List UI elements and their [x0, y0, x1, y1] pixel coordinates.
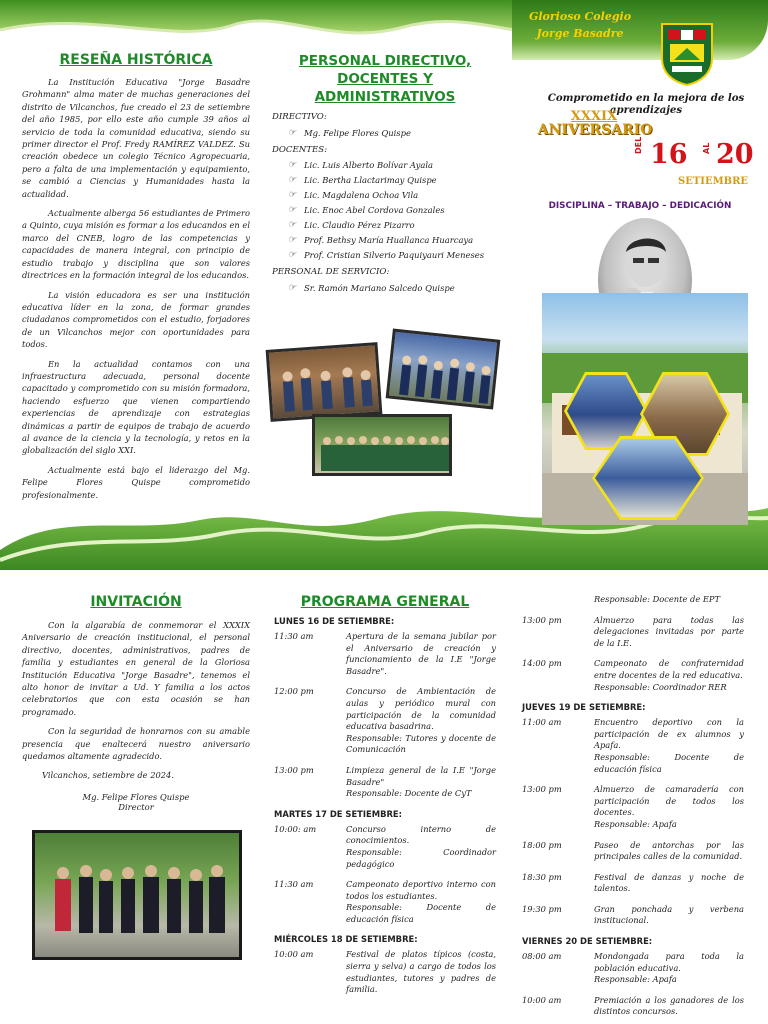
- servicio-list: [288, 281, 498, 296]
- schedule-time: [522, 594, 594, 606]
- schedule-time: 08:00 am: [522, 951, 562, 962]
- schedule-description: [594, 784, 744, 830]
- school-script-name: [520, 8, 640, 42]
- school-activity-photo: [266, 342, 383, 422]
- schedule-row: [522, 717, 744, 775]
- schedule-description: [594, 951, 744, 986]
- schedule-activity: Almuerzo de camaradería con participación de todos los docentes.: [594, 784, 744, 818]
- schedule-row: [522, 995, 744, 1018]
- schedule-row: [522, 594, 744, 606]
- motto-text: DISCIPLINA – TRABAJO – DEDICACIÓN: [548, 201, 732, 211]
- schedule-activity: Festival de platos típicos (costa, sierra y selva) a cargo de todos los estudiantes, tutores y padres de familia.: [346, 949, 496, 995]
- schedule-description: [594, 995, 744, 1018]
- schedule-description: [346, 824, 496, 870]
- schedule-activity: Campeonato de confraternidad entre docentes de la red educativa.: [594, 658, 744, 680]
- staff-item: ☞ Lic. Enoc Abel Cordova Gonzales: [288, 203, 498, 218]
- resena-paragraph: Actualmente está bajo el liderazgo del Mg. Felipe Flores Quispe comprometido profesionalmente.: [22, 464, 250, 500]
- schedule-description: [594, 594, 744, 606]
- schedule-day-heading: MARTES 17 DE SETIEMBRE:: [274, 808, 402, 819]
- schedule-time: 10:00 am: [274, 949, 314, 960]
- school-script-line: Jorge Basadre: [536, 27, 624, 40]
- schedule-time: 11:00 am: [522, 717, 562, 728]
- anniversary-number: XXXIX: [570, 109, 618, 124]
- date-del: DEL: [634, 136, 643, 154]
- schedule-row: [274, 765, 496, 800]
- staff-item: ☞ Sr. Ramón Mariano Salcedo Quispe: [288, 281, 498, 296]
- schedule-time: 13:00 pm: [274, 764, 314, 775]
- staff-item: ☞ Lic. Luis Alberto Bolívar Ayala: [288, 158, 498, 173]
- date-day-to: 20: [716, 139, 754, 170]
- directivo-label: DIRECTIVO:: [272, 112, 327, 122]
- signer-name: Mg. Felipe Flores Quispe: [82, 791, 190, 802]
- date-month: SETIEMBRE: [678, 176, 749, 187]
- schedule-time: 12:00 pm: [274, 686, 314, 697]
- schedule-row: [274, 686, 496, 756]
- schedule-time: 18:30 pm: [522, 871, 562, 882]
- staff-item: ☞ Lic. Bertha Llactarimay Quispe: [288, 173, 498, 188]
- schedule-row: [522, 840, 744, 863]
- schedule-row: [522, 784, 744, 830]
- schedule-activity: Limpieza general de la I.E "Jorge Basadre": [346, 764, 496, 787]
- schedule-description: [594, 658, 744, 693]
- hexagon-photo-inner: [595, 439, 701, 517]
- schedule-time: 11:30 am: [274, 879, 314, 890]
- staff-item: ☞ Lic. Magdalena Ochoa Vila: [288, 188, 498, 203]
- schedule-activity: Apertura de la semana jubilar por el Aniversario de creación y funcionamiento de la I.E "Jorge Basadre".: [346, 631, 496, 676]
- personal-title-line: DOCENTES Y: [337, 71, 433, 87]
- date-day-from: 16: [650, 139, 688, 170]
- schedule-row: [274, 631, 496, 677]
- invitacion-panel: [22, 594, 250, 834]
- schedule-row: [274, 949, 496, 995]
- schedule-time: 10:00 am: [522, 994, 562, 1005]
- invitacion-place-date: Vilcanchos, setiembre de 2024.: [42, 770, 174, 781]
- personal-title-line: PERSONAL DIRECTIVO,: [298, 53, 472, 69]
- schedule-row: [522, 615, 744, 650]
- schedule-responsible: Responsable: Coordinador RER: [594, 681, 727, 692]
- schedule-activity: Festival de danzas y noche de talentos.: [594, 871, 744, 894]
- schedule-time: 11:30 am: [274, 631, 314, 641]
- personal-title-line: ADMINISTRATIVOS: [314, 89, 456, 105]
- schedule-description: [594, 840, 744, 863]
- resena-paragraph: Actualmente alberga 56 estudiantes de Primero a Quinto, cuya misión es formar a los educandos en el marco del CNEB, logro de las competencias y capacidades de manera integral, con principio de estudio trabajo y disciplina que son valores directrices en la formación integral de los educandos.: [22, 208, 250, 281]
- resena-panel: [22, 52, 250, 500]
- schedule-row: [522, 872, 744, 895]
- schedule-row: [274, 879, 496, 925]
- school-crest-logo: [660, 22, 714, 86]
- cover-panel: [512, 0, 768, 545]
- resena-paragraph: En la actualidad contamos con una infraestructura adecuada, personal docente capacitado y comprometido con su misión formadora, haciendo esfuerzo que vienen compartiendo experiencias de aprendizaje con estrategias dinámicas a partir de equipos de trabajo de acuerdo al avance de la ciencia y la tecnología, y retos en la globalización del siglo XXI.: [22, 358, 250, 456]
- schedule-responsible: Responsable: Docente de EPT: [594, 594, 721, 604]
- schedule-time: 19:30 pm: [522, 903, 562, 914]
- invitacion-paragraph: Con la algarabía de conmemorar el XXXIX Aniversario de creación institucional, el personal directivo, docentes, administrativos, padres de familia y estudiantes en general de la Gloriosa Institución Educativa "Jorge Basadre", tenemos el alto honor de invitar a Ud. Y familia a los actos celebratorios que con esta ocasión se han programado.: [22, 620, 250, 717]
- schedule-activity: Paseo de antorchas por las principales calles de la comunidad.: [594, 839, 744, 862]
- directivo-list: [288, 126, 498, 141]
- resena-paragraph: La visión educadora es ser una institución educativa líder en la zona, de formar grandes ciudadanos comprometidos con el estudio, forjadores de un Vilcanchos mejor con oportunidades para todos.: [22, 289, 250, 350]
- schedule-responsible: Responsable: Docente de CyT: [346, 788, 472, 799]
- schedule-day-heading: JUEVES 19 DE SETIEMBRE:: [522, 702, 646, 713]
- schedule-time: 13:00 pm: [522, 614, 562, 625]
- servicio-label: PERSONAL DE SERVICIO:: [272, 267, 390, 277]
- school-activity-photo: [386, 329, 501, 410]
- schedule-description: [346, 686, 496, 756]
- resena-paragraph: La Institución Educativa "Jorge Basadre Grohmann" alma mater de muchas generaciones del distrito de Vilcanchos, fue creado el 23 de setiembre del año 1985, por ello este año cumple 39 años al servicio de toda la comunidad educativa, siendo su primer director el Prof. Fredy RAMÍREZ VALDEZ. Su creación obedece un colegio Técnico Agropecuaria, pero a falta de una implementación y equipamiento, se cambió a Ciencias y Humanidades hasta la actualidad.: [22, 77, 250, 199]
- schedule-row: [522, 951, 744, 986]
- schedule-responsible: Responsable: Docente de educación física: [594, 751, 744, 774]
- programa-column-1: [274, 616, 496, 996]
- schedule-responsible: Responsable: Coordinador pedagógico: [346, 846, 496, 869]
- schedule-time: 13:00 pm: [522, 784, 562, 795]
- docentes-label: DOCENTES:: [272, 145, 328, 155]
- signer-role: Director: [118, 801, 154, 812]
- schedule-row: [522, 658, 744, 693]
- programa-continued-panel: [522, 594, 744, 1024]
- schedule-time: 10:00: am: [274, 823, 317, 834]
- staff-item: ☞ Mg. Felipe Flores Quispe: [288, 126, 498, 141]
- invitacion-paragraph: Con la seguridad de honrarnos con su amable presencia que enaltecerá nuestro aniversario quedamos altamente agradecido.: [22, 726, 250, 762]
- schedule-activity: Mondongada para toda la población educativa.: [594, 951, 744, 973]
- schedule-responsible: Responsable: Tutores y docente de Comunicación: [346, 732, 496, 755]
- schedule-activity: Gran ponchada y verbena institucional.: [594, 903, 744, 926]
- schedule-description: [346, 879, 496, 925]
- staff-group-photo: [32, 830, 242, 960]
- schedule-activity: Concurso de Ambientación de aulas y periódico mural con participación de la comunidad educativa basadrina.: [346, 686, 496, 732]
- schedule-description: [346, 949, 496, 995]
- schedule-row: [522, 904, 744, 927]
- schedule-responsible: Responsable: Apafa: [594, 974, 677, 985]
- docentes-list: [288, 158, 498, 263]
- schedule-time: 18:00 pm: [522, 839, 562, 850]
- schedule-responsible: Responsable: Apafa: [594, 818, 677, 829]
- schedule-activity: Concurso interno de conocimientos.: [346, 823, 496, 846]
- slogan-text: Comprometido en la mejora de los aprendizajes: [547, 92, 745, 116]
- programa-title: PROGRAMA GENERAL: [300, 594, 470, 610]
- schedule-description: [594, 717, 744, 775]
- programa-panel: [274, 594, 496, 1024]
- personal-panel: [272, 52, 498, 342]
- personal-title: [272, 52, 498, 106]
- schedule-description: [594, 872, 744, 895]
- schedule-description: [594, 615, 744, 650]
- staff-item: ☞ Lic. Claudio Pérez Pizarro: [288, 218, 498, 233]
- schedule-activity: Premiación a los ganadores de los distintos concursos.: [594, 994, 744, 1017]
- schedule-description: [346, 765, 496, 800]
- schedule-time: 14:00 pm: [522, 658, 562, 669]
- schedule-activity: Campeonato deportivo interno con todos los estudiantes.: [346, 879, 496, 901]
- date-al: AL: [702, 142, 711, 154]
- schedule-description: [594, 904, 744, 927]
- staff-item: ☞ Prof. Cristian Silverio Paquiyauri Meneses: [288, 248, 498, 263]
- schedule-day-heading: VIERNES 20 DE SETIEMBRE:: [522, 936, 653, 947]
- schedule-responsible: Responsable: Docente de educación física: [346, 902, 496, 924]
- anniversary-word: ANIVERSARIO: [537, 122, 653, 138]
- schedule-description: [346, 631, 496, 677]
- schedule-activity: Encuentro deportivo con la participación de ex alumnos y Apafa.: [594, 717, 744, 751]
- programa-column-2: [522, 594, 744, 1018]
- schedule-row: [274, 824, 496, 870]
- schedule-activity: Almuerzo para todas las delegaciones invitadas por parte de la I.E.: [594, 614, 744, 648]
- schedule-day-heading: LUNES 16 DE SETIEMBRE:: [274, 616, 395, 626]
- school-script-line: Glorioso Colegio: [528, 10, 632, 23]
- schedule-day-heading: MIÉRCOLES 18 DE SETIEMBRE:: [274, 934, 418, 945]
- resena-title: RESEÑA HISTÓRICA: [59, 52, 213, 68]
- school-group-photo: [312, 414, 452, 476]
- staff-item: ☞ Prof. Bethsy María Huallanca Huarcaya: [288, 233, 498, 248]
- invitacion-title: INVITACIÓN: [90, 594, 182, 610]
